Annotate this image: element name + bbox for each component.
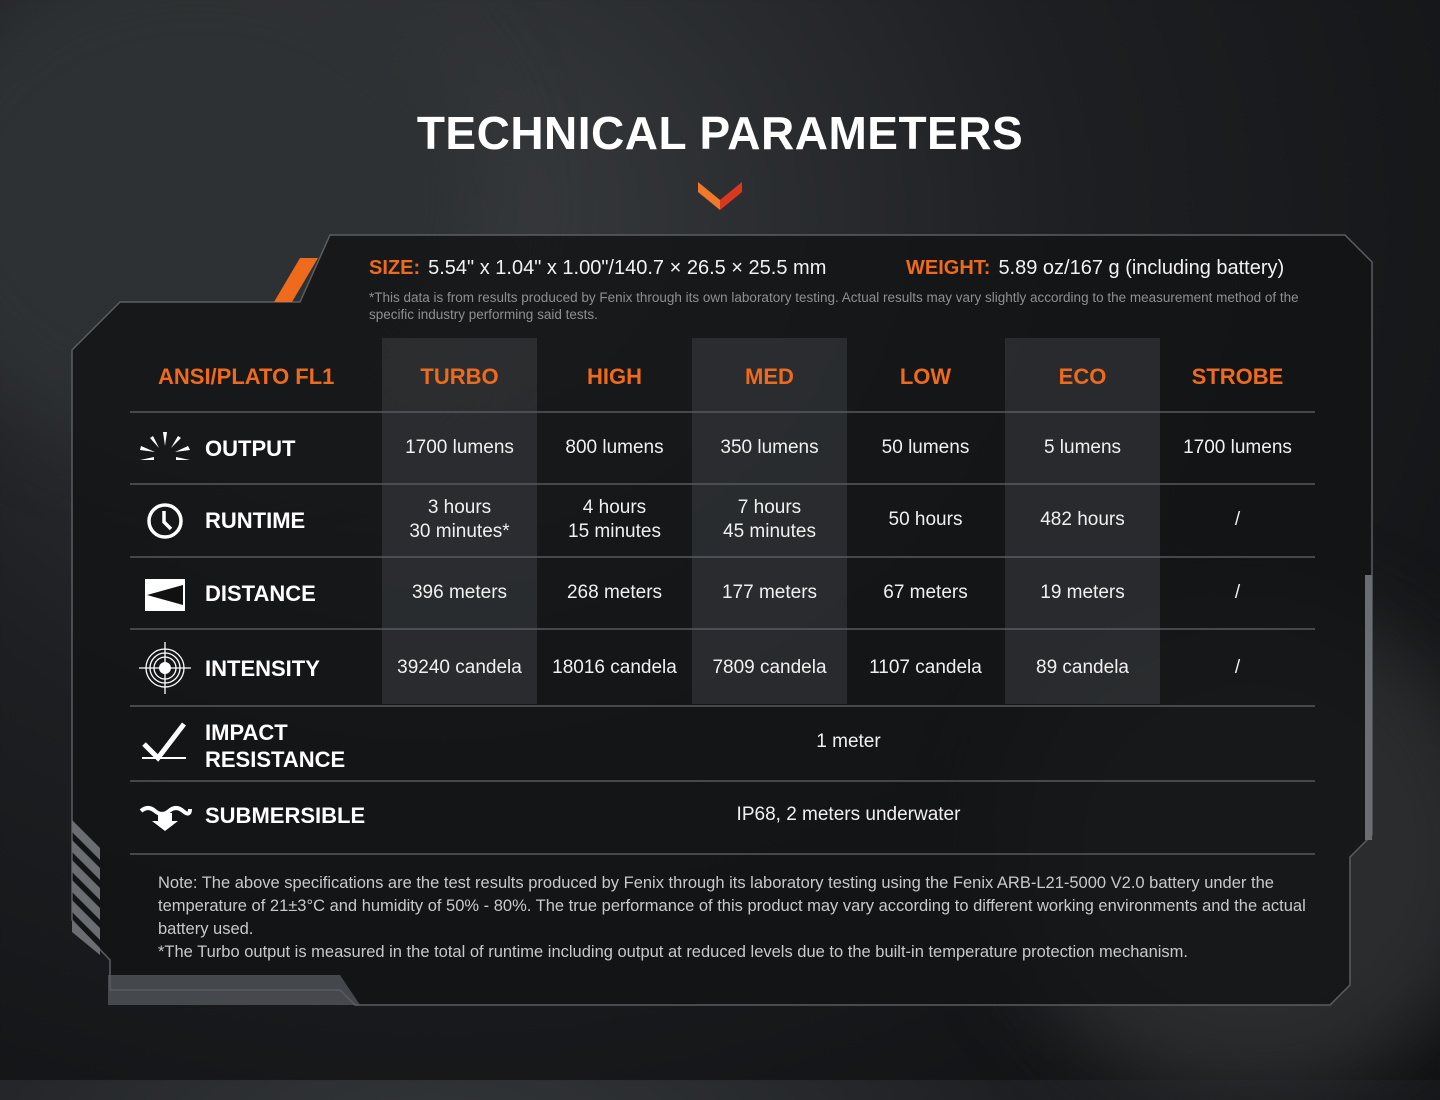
table-cell xyxy=(692,630,847,705)
cell-value: 268 meters xyxy=(566,582,663,603)
cell-line: 15 minutes xyxy=(568,521,661,542)
cell-line: / xyxy=(1234,509,1241,530)
cell-value: 19 meters xyxy=(1040,582,1125,603)
table-cell xyxy=(1160,413,1315,483)
water-icon xyxy=(138,803,192,838)
table-cell xyxy=(692,558,847,628)
row-divider xyxy=(130,705,1315,707)
cell-line: 50 hours xyxy=(888,509,963,530)
table-cell xyxy=(692,413,847,483)
cell-value: 7809 candela xyxy=(712,656,827,678)
cell-value: 800 lumens xyxy=(565,437,664,458)
impact-value: 1 meter xyxy=(816,731,881,752)
table-cell xyxy=(382,630,537,705)
mode-header-strobe: STROBE xyxy=(1191,364,1284,389)
cell-value xyxy=(723,496,816,544)
mode-header-low: LOW xyxy=(899,364,952,389)
row-label-resistance: RESISTANCE xyxy=(205,747,346,772)
cell-value: 350 lumens xyxy=(720,437,819,458)
disclaimer: *This data is from results produced by Fenix through its own laboratory testing. Actual results may vary slightly according to the measurement method of the specific industry performing said tests. xyxy=(369,290,1299,322)
cell-value xyxy=(568,496,661,544)
row-label-runtime: RUNTIME xyxy=(205,508,306,533)
clock-icon xyxy=(138,502,192,547)
weight-spec: WEIGHT: 5.89 oz/167 g (including battery) xyxy=(906,257,1285,279)
size-spec: SIZE: 5.54" x 1.04" x 1.00"/140.7 × 26.5 × 25.5 mm xyxy=(369,257,827,279)
mode-header-high: HIGH xyxy=(587,364,642,389)
table-cell xyxy=(382,413,537,483)
table-cell xyxy=(848,485,1003,555)
table-cell xyxy=(382,485,537,555)
row-label-intensity: INTENSITY xyxy=(205,655,320,681)
page-title: TECHNICAL PARAMETERS xyxy=(416,107,1024,159)
beam-distance-icon xyxy=(138,575,192,620)
cell-line: 30 minutes* xyxy=(409,521,510,542)
note-text: Note: The above specifications are the test results produced by Fenix through its laboratory testing using the Fenix ARB-L21-5000 V2.0 battery under the temperature of 21±3°C and humidity of 50% - 80%. The true performance of this product may vary according to different working environments and the actual battery used. xyxy=(158,874,1306,938)
mode-header-eco: ECO xyxy=(1058,364,1107,389)
cell-value: 1700 lumens xyxy=(1183,437,1292,458)
row-divider xyxy=(130,853,1315,855)
table-cell xyxy=(382,558,537,628)
row-label-distance: DISTANCE xyxy=(205,581,316,606)
table-cell xyxy=(537,413,692,483)
cell-line: 4 hours xyxy=(582,497,647,518)
light-burst-icon xyxy=(138,430,192,469)
cell-line: 45 minutes xyxy=(723,521,816,542)
cell-value xyxy=(889,508,963,532)
row-label-impact: IMPACT xyxy=(205,720,288,745)
cell-line: 3 hours xyxy=(427,497,492,518)
cell-value: 1107 candela xyxy=(869,656,982,678)
table-cell xyxy=(848,558,1003,628)
table-cell xyxy=(1160,485,1315,555)
table-cell xyxy=(1160,558,1315,628)
standard-header: ANSI/PLATO FL1 xyxy=(158,364,335,389)
row-label-submersible: SUBMERSIBLE xyxy=(205,803,366,828)
cell-value: 18016 candela xyxy=(552,656,677,678)
table-cell xyxy=(848,630,1003,705)
target-icon xyxy=(138,641,192,700)
impact-icon xyxy=(138,720,192,769)
cell-value: 50 lumens xyxy=(881,437,970,458)
table-cell xyxy=(537,485,692,555)
note xyxy=(158,872,1308,964)
table-cell xyxy=(1005,630,1160,705)
cell-line: 7 hours xyxy=(737,497,802,518)
cell-value xyxy=(409,496,509,544)
cell-value: 177 meters xyxy=(721,582,818,603)
table-cell xyxy=(537,558,692,628)
table-cell xyxy=(692,485,847,555)
cell-value: 1700 lumens xyxy=(405,437,514,458)
table-cell xyxy=(537,630,692,705)
note-footnote: *The Turbo output is measured in the total of runtime including output at reduced levels due to the built-in temperature protection mechanism. xyxy=(158,943,1189,961)
table-cell xyxy=(1160,630,1315,705)
row-divider xyxy=(130,780,1315,782)
table-cell xyxy=(1005,485,1160,555)
table-cell xyxy=(848,413,1003,483)
cell-value xyxy=(1235,508,1240,532)
cell-value xyxy=(1040,508,1125,532)
cell-value: 89 candela xyxy=(1036,656,1129,678)
submersible-value: IP68, 2 meters underwater xyxy=(736,804,961,825)
cell-value: 5 lumens xyxy=(1043,437,1122,458)
cell-value: 396 meters xyxy=(411,582,508,603)
cell-line: 482 hours xyxy=(1040,509,1125,530)
table-cell xyxy=(1005,413,1160,483)
cell-value: 39240 candela xyxy=(397,656,522,678)
mode-header-turbo: TURBO xyxy=(420,364,499,389)
table-cell xyxy=(1005,558,1160,628)
mode-header-med: MED xyxy=(745,364,794,389)
row-label-output: OUTPUT xyxy=(205,436,296,461)
cell-value: 67 meters xyxy=(883,582,968,603)
cell-value: / xyxy=(1234,656,1241,678)
cell-value: / xyxy=(1234,582,1241,603)
